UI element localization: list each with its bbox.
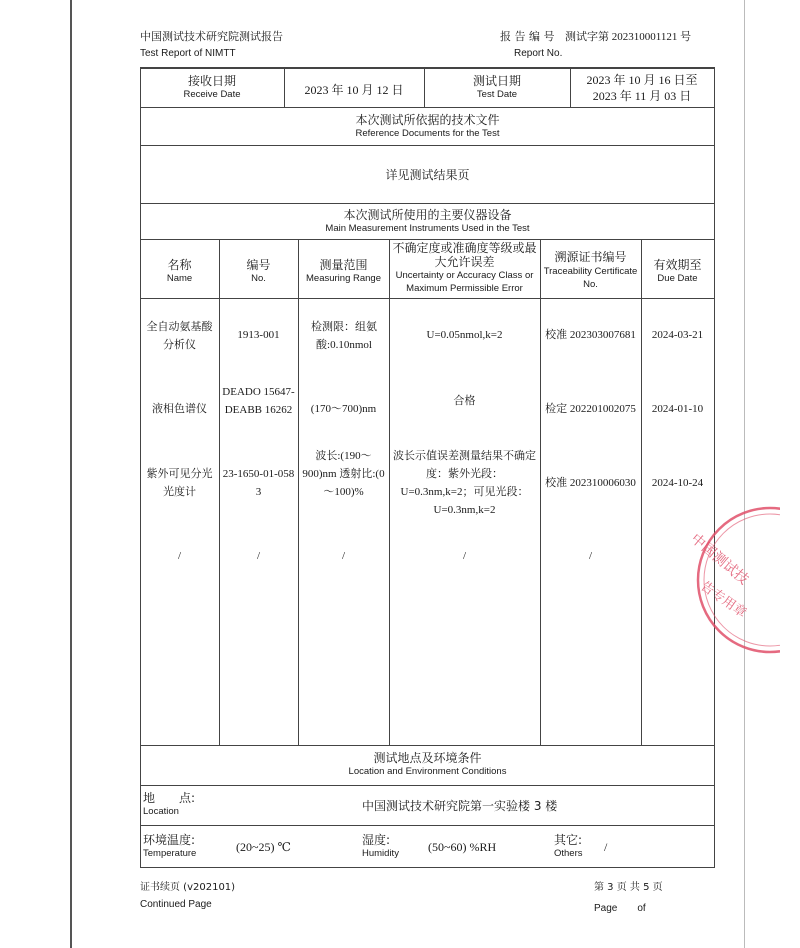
svg-text:中国测试技: 中国测试技 — [687, 530, 752, 589]
report-number — [500, 28, 691, 44]
test-date-label: 测试日期 Test Date — [472, 74, 521, 100]
page-number: 第 3 页 共 5 页 Page of — [594, 882, 663, 914]
cell-no: / — [256, 550, 261, 562]
location-label: 地 点: Location — [143, 791, 196, 817]
instruments-title: 本次测试所使用的主要仪器设备 Main Measurement Instruments Used in the Test — [325, 208, 530, 234]
org-title-cn: 中国测试技术研究院测试报告 — [140, 30, 283, 43]
cell-due: 2024-01-10 — [651, 403, 704, 415]
cell-cert: 校准 202303007681 — [545, 329, 636, 341]
cell-name: 紫外可见分光光度计 — [146, 468, 213, 498]
svg-text:告专用章: 告专用章 — [697, 578, 749, 622]
cell-uncertainty: U=0.05nmol,k=2 — [426, 329, 503, 341]
cell-no: 23-1650-01-0583 — [222, 468, 295, 498]
col-header-cert: 溯源证书编号 Traceability Certificate No. — [543, 250, 638, 290]
cell-uncertainty: / — [462, 550, 467, 562]
cell-range: 检测限：组氨酸:0.10nmol — [311, 321, 377, 351]
cell-name: 全自动氨基酸分析仪 — [146, 321, 213, 351]
cell-name: 液相色谱仪 — [152, 403, 207, 415]
cell-cert: / — [588, 550, 593, 562]
report-number-label-en: Report No. — [514, 48, 563, 59]
others-label: 其它: Others — [554, 833, 583, 859]
receive-date-label: 接收日期 Receive Date — [183, 74, 241, 100]
col-header-range: 测量范围 Measuring Range — [306, 258, 381, 284]
col-header-uncertainty: 不确定度或准确度等级或最大允许误差 Uncertainty or Accuracy Class or Maximum Permissible Error — [392, 241, 537, 294]
test-date-value: 2023 年 10 月 16 日至 2023 年 11 月 03 日 — [586, 73, 698, 103]
reference-content: 详见测试结果页 — [385, 168, 470, 182]
reference-title: 本次测试所依据的技术文件 Reference Documents for the Test — [355, 113, 500, 139]
continued-page: 证书续页 (v202101) Continued Page — [140, 882, 236, 910]
cell-cert: 检定 202201002075 — [545, 403, 636, 415]
location-title: 测试地点及环境条件 Location and Environment Conditions — [348, 751, 507, 777]
scan-edge-right — [744, 0, 745, 948]
temperature-value: (20~25) ℃ — [236, 840, 291, 854]
humidity-value: (50~60) %RH — [428, 840, 497, 854]
cell-uncertainty: 波长示值误差测量结果不确定度：紫外光段：U=0.3nm,k=2；可见光段：U=0.3nm,k=2 — [393, 450, 536, 516]
cell-no: 1913-001 — [237, 329, 280, 341]
report-number-label: 报 告 编 号 — [500, 30, 555, 43]
cell-range: 波长:(190～900)nm 透射比:(0～100)% — [302, 450, 385, 498]
location-value: 中国测试技术研究院第一实验楼 3 楼 — [362, 799, 558, 813]
cell-uncertainty: 合格 — [453, 395, 476, 407]
org-title-en: Test Report of NIMTT — [140, 48, 236, 59]
humidity-label: 湿度: Humidity — [362, 833, 399, 859]
cell-range: (170～700)nm — [310, 403, 377, 415]
temperature-label: 环境温度: Temperature — [143, 833, 197, 859]
scan-edge — [70, 0, 72, 948]
cell-due: 2024-03-21 — [651, 329, 704, 341]
cell-due: 2024-10-24 — [651, 477, 704, 489]
col-header-due: 有效期至 Due Date — [653, 258, 702, 284]
seal-graphic — [660, 500, 780, 660]
col-header-name: 名称 Name — [166, 258, 193, 284]
col-header-no: 编号 No. — [246, 258, 271, 284]
others-value: / — [604, 840, 608, 854]
cell-cert: 校准 202310006030 — [545, 477, 636, 489]
cell-name: / — [177, 550, 182, 562]
report-number-value: 测试字第 202310001121 号 — [565, 31, 692, 43]
cell-range: / — [341, 550, 346, 562]
cell-no: DEADO 15647-DEABB 16262 — [222, 386, 295, 416]
receive-date-value: 2023 年 10 月 12 日 — [304, 83, 404, 97]
official-seal — [660, 500, 780, 660]
